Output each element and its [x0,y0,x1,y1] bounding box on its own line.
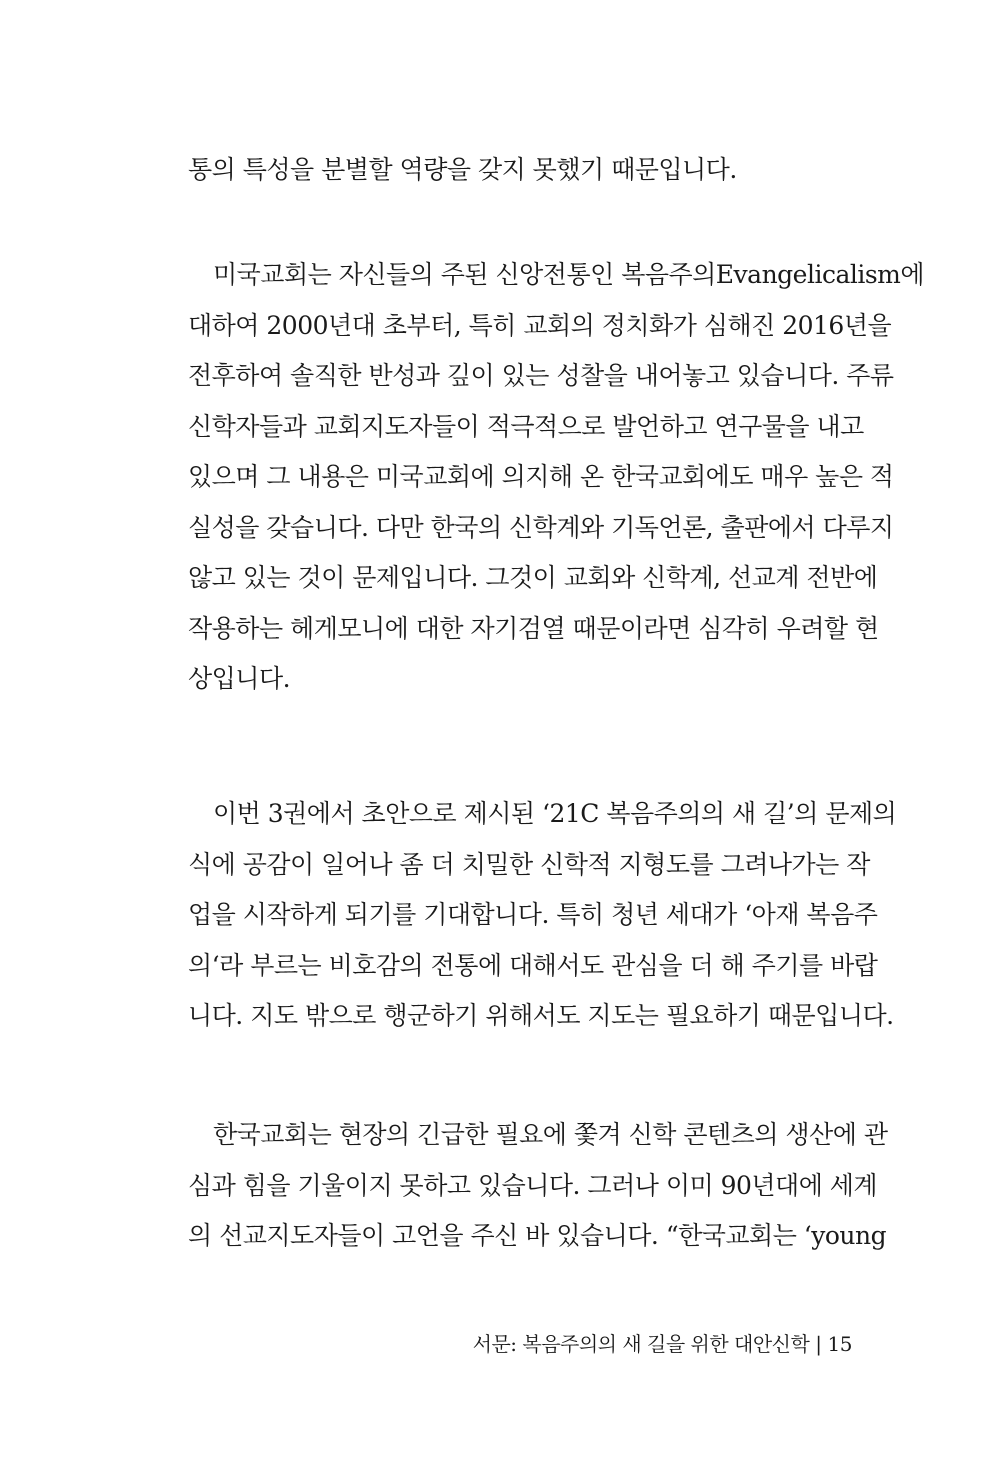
text-line: 의 선교지도자들이 고언을 주신 바 있습니다. “한국교회는 ‘young [188,1221,887,1250]
running-title: 서문: 복음주의의 새 길을 위한 대안신학 [472,1332,810,1356]
text-line: 업을 시작하게 되기를 기대합니다. 특히 청년 세대가 ‘아재 복음주 [188,900,878,929]
text-line: 니다. 지도 밖으로 행군하기 위해서도 지도는 필요하기 때문입니다. [188,1001,894,1030]
text-line: 의‘라 부르는 비호감의 전통에 대해서도 관심을 더 해 주기를 바랍 [188,950,878,980]
paragraph-korean-church [188,1110,888,1262]
text-line: 한국교회는 현장의 긴급한 필요에 쫓겨 신학 콘텐츠의 생산에 관 [213,1120,888,1149]
text-line: 통의 특성을 분별할 역량을 갖지 못했기 때문입니다. [188,155,737,184]
text-line: 상입니다. [188,664,291,693]
text-line: 있으며 그 내용은 미국교회에 의지해 온 한국교회에도 매우 높은 적 [188,462,894,491]
paragraph-continuation [188,145,852,196]
text-line: 전후하여 솔직한 반성과 깊이 있는 성찰을 내어놓고 있습니다. 주류 [188,361,894,390]
text-line: 작용하는 헤게모니에 대한 자기검열 때문이라면 심각히 우려할 현 [188,613,879,643]
footer-separator: | [815,1332,822,1356]
paragraph-american-church [188,250,925,705]
text-line: 신학자들과 교회지도자들이 적극적으로 발언하고 연구물을 내고 [188,411,864,441]
text-line: 심과 힘을 기울이지 못하고 있습니다. 그러나 이미 90년대에 세계 [188,1170,878,1200]
text-line: 않고 있는 것이 문제입니다. 그것이 교회와 신학계, 선교계 전반에 [188,563,878,592]
text-line: 식에 공감이 일어나 좀 더 치밀한 신학적 지형도를 그려나가는 작 [188,849,870,879]
page-number: 15 [827,1332,852,1356]
paragraph-volume-three [188,789,897,1042]
page-footer [473,1328,852,1357]
text-line: 이번 3권에서 초안으로 제시된 ‘21C 복음주의의 새 길’의 문제의 [213,799,897,828]
text-line: 미국교회는 자신들의 주된 신앙전통인 복음주의Evangelicalism에 [213,260,925,289]
text-line: 실성을 갖습니다. 다만 한국의 신학계와 기독언론, 출판에서 다루지 [188,512,894,542]
text-line: 대하여 2000년대 초부터, 특히 교회의 정치화가 심해진 2016년을 [188,310,892,340]
